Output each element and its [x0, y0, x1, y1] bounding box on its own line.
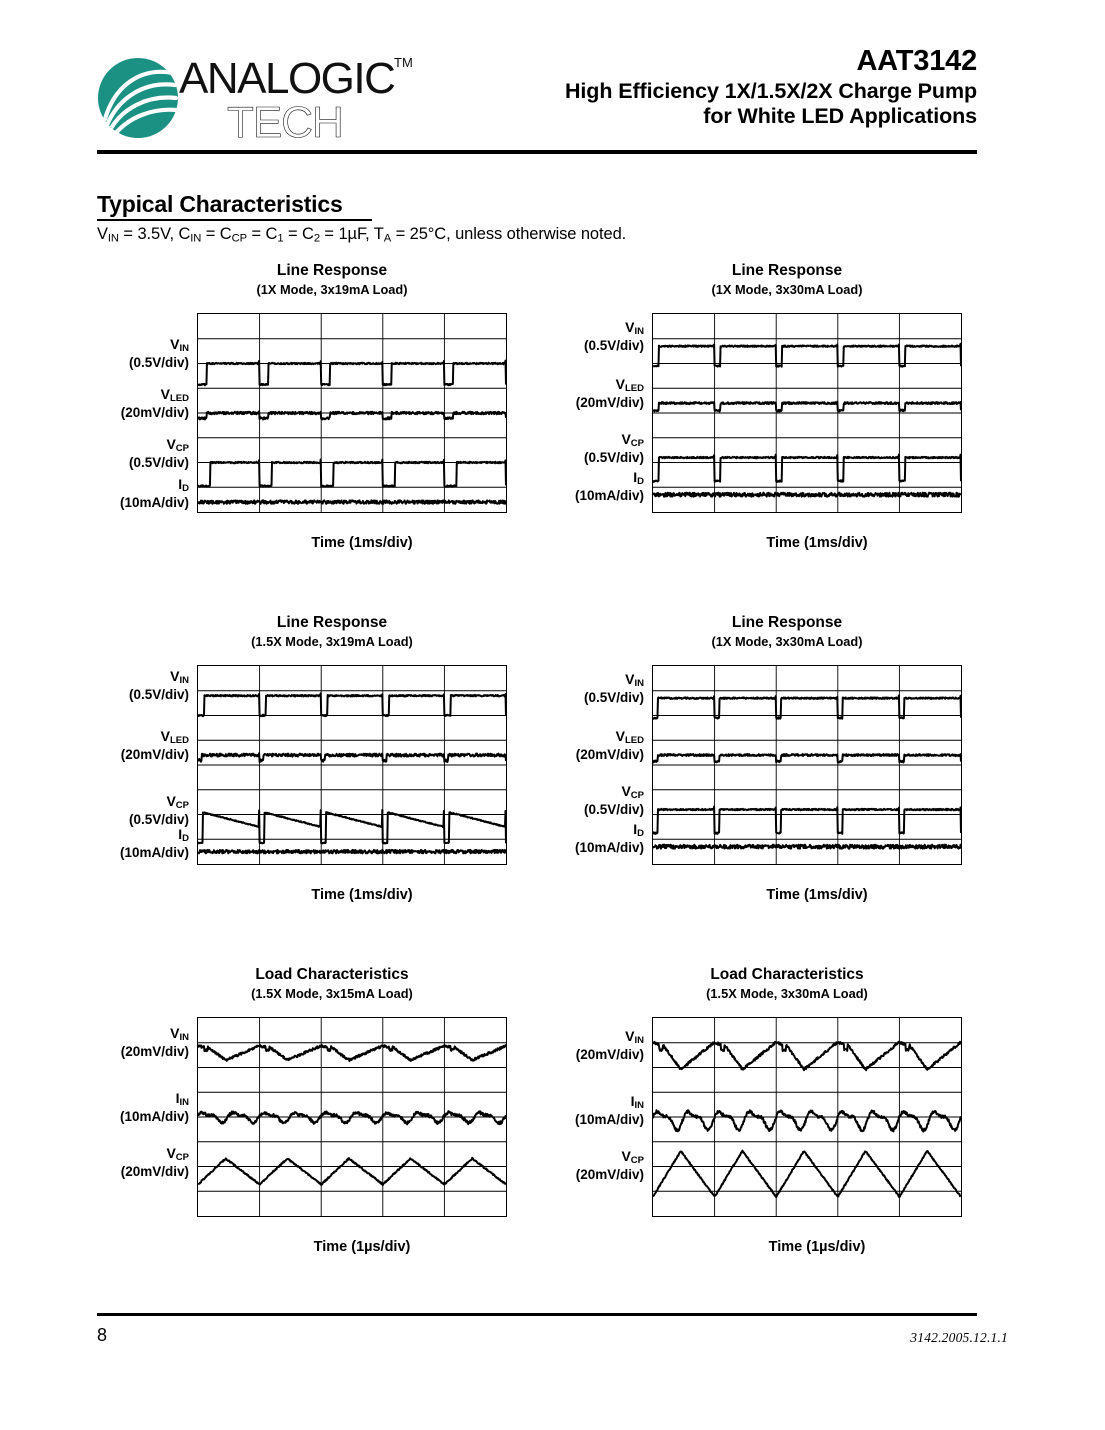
chart-line-response-1x-30ma [552, 262, 1022, 551]
y-label-i-in: $I_{IN}$ (10mA/div) [574, 1092, 644, 1127]
plot-row [97, 313, 567, 515]
waveform-v-cp [198, 1158, 506, 1185]
waveform-v-led [653, 402, 961, 412]
y-label-v-in: $V_{IN}$ (20mV/div) [120, 1025, 189, 1060]
waveform-i-d [198, 850, 506, 853]
x-axis-label: Time (1ms/div) [766, 887, 868, 904]
waveform-v-cp [653, 1151, 961, 1198]
y-label-v-led: $V_{LED}$ (20mV/div) [120, 386, 189, 421]
waveform-v-led [653, 754, 961, 762]
waveform-v-led [198, 412, 506, 420]
waveform-v-cp [653, 807, 961, 834]
y-label-i-d: $I_D$ (10mA/div) [574, 468, 644, 503]
oscilloscope-grid [653, 1018, 961, 1216]
y-axis-labels [97, 665, 189, 867]
waveform-i-in [198, 1112, 506, 1125]
chart-load-char-15x-30ma [552, 966, 1022, 1255]
x-axis-label: Time (1ms/div) [311, 887, 413, 904]
header-title-block [565, 45, 977, 129]
y-label-v-led: $V_{LED}$ (20mV/div) [120, 728, 189, 763]
y-label-i-d: $I_D$ (10mA/div) [574, 820, 644, 855]
x-axis-label: Time (1ms/div) [766, 535, 868, 552]
chart-subtitle: (1X Mode, 3x30mA Load) [711, 282, 863, 298]
chart-title: Line Response [731, 262, 843, 279]
svg-text:TECH: TECH [227, 98, 343, 143]
chart-subtitle: (1.5X Mode, 3x30mA Load) [706, 986, 868, 1002]
y-label-v-in: $V_{IN}$ (0.5V/div) [128, 668, 189, 703]
plot-row [552, 665, 1022, 867]
chart-title: Line Response [276, 262, 388, 279]
document-id: 3142.2005.12.1.1 [910, 1330, 1008, 1345]
waveform-i-in [653, 1111, 961, 1132]
plot-row [97, 1017, 567, 1219]
waveform-v-cp [653, 455, 961, 482]
plot-area [652, 665, 962, 865]
plot-row [552, 1017, 1022, 1219]
svg-text:TM: TM [394, 55, 413, 70]
product-title-line1: High Efficiency 1X/1.5X/2X Charge Pump [565, 78, 977, 103]
y-axis-labels [552, 1017, 644, 1219]
plot-row [552, 313, 1022, 515]
oscilloscope-grid [653, 666, 961, 864]
plot-area [197, 313, 507, 513]
chart-subtitle: (1.5X Mode, 3x19mA Load) [251, 634, 413, 650]
y-label-v-cp: $V_{CP}$ (0.5V/div) [128, 793, 189, 828]
y-label-v-cp: $V_{CP}$ (0.5V/div) [583, 431, 644, 466]
y-label-v-in: $V_{IN}$ (0.5V/div) [583, 670, 644, 705]
chart-line-response-1x-19ma [97, 262, 567, 551]
chart-line-response-1x-30ma-b [552, 614, 1022, 903]
page-header [97, 45, 977, 150]
chart-line-response-15x-19ma [97, 614, 567, 903]
y-label-v-cp: $V_{CP}$ (20mV/div) [120, 1145, 189, 1180]
waveform-i-d [653, 845, 961, 849]
x-axis-label: Time (1µs/div) [313, 1239, 411, 1256]
oscilloscope-grid [653, 314, 961, 512]
y-label-v-in: $V_{IN}$ (20mV/div) [575, 1027, 644, 1062]
y-label-v-in: $V_{IN}$ (0.5V/div) [583, 318, 644, 353]
waveform-v-in [198, 361, 506, 386]
oscilloscope-grid [198, 666, 506, 864]
chart-title: Load Characteristics [710, 966, 864, 983]
waveform-v-cp [198, 810, 506, 843]
chart-title: Load Characteristics [255, 966, 409, 983]
page-title: Typical Characteristics [97, 191, 343, 217]
chart-load-char-15x-15ma [97, 966, 567, 1255]
plot-area [197, 1017, 507, 1217]
chart-subtitle: (1X Mode, 3x19mA Load) [256, 282, 408, 298]
y-label-v-led: $V_{LED}$ (20mV/div) [575, 376, 644, 411]
y-axis-labels [97, 1017, 189, 1219]
y-label-v-cp: $V_{CP}$ (20mV/div) [575, 1147, 644, 1182]
part-number: AAT3142 [856, 45, 977, 77]
svg-text:ANALOGIC: ANALOGIC [179, 54, 395, 103]
waveform-v-cp [198, 460, 506, 487]
company-wordmark [179, 51, 419, 143]
waveform-v-in [198, 1045, 506, 1061]
x-axis-label: Time (1ms/div) [311, 535, 413, 552]
waveform-v-in [653, 1042, 961, 1070]
plot-row [97, 665, 567, 867]
chart-title: Line Response [276, 614, 388, 631]
y-label-v-led: $V_{LED}$ (20mV/div) [575, 728, 644, 763]
page-number: 8 [97, 1325, 108, 1345]
section-underline [97, 219, 372, 221]
waveform-i-d [653, 493, 961, 497]
y-label-v-cp: $V_{CP}$ (0.5V/div) [583, 783, 644, 818]
x-axis-label: Time (1µs/div) [768, 1239, 866, 1256]
plot-area [652, 1017, 962, 1217]
chart-subtitle: (1X Mode, 3x30mA Load) [711, 634, 863, 650]
chart-subtitle: (1.5X Mode, 3x15mA Load) [251, 986, 413, 1002]
analogic-tech-logo-icon [97, 57, 179, 139]
plot-area [652, 313, 962, 513]
footer-divider [97, 1313, 977, 1316]
product-title-line2: for White LED Applications [703, 103, 977, 128]
waveform-v-in [198, 694, 506, 717]
y-label-i-in: $I_{IN}$ (10mA/div) [119, 1090, 189, 1125]
company-logo [97, 53, 417, 145]
chart-title: Line Response [731, 614, 843, 631]
waveform-v-led [198, 754, 506, 763]
y-axis-labels [552, 313, 644, 515]
y-label-i-d: $I_D$ (10mA/div) [119, 476, 189, 511]
oscilloscope-grid [198, 1018, 506, 1216]
header-divider [97, 150, 977, 154]
y-label-v-in: $V_{IN}$ (0.5V/div) [128, 336, 189, 371]
oscilloscope-grid [198, 314, 506, 512]
plot-area [197, 665, 507, 865]
y-axis-labels [552, 665, 644, 867]
y-axis-labels [97, 313, 189, 515]
y-label-i-d: $I_D$ (10mA/div) [119, 825, 189, 860]
test-conditions: $V_{IN} = 3.5V$, $C_{IN} = C_{CP} = C_1 = C_2 = 1\mu F$, $T_A = 25^\circ C$, unless otherwise noted. [97, 225, 627, 245]
waveform-i-d [198, 501, 506, 504]
y-label-v-cp: $V_{CP}$ (0.5V/div) [128, 436, 189, 471]
